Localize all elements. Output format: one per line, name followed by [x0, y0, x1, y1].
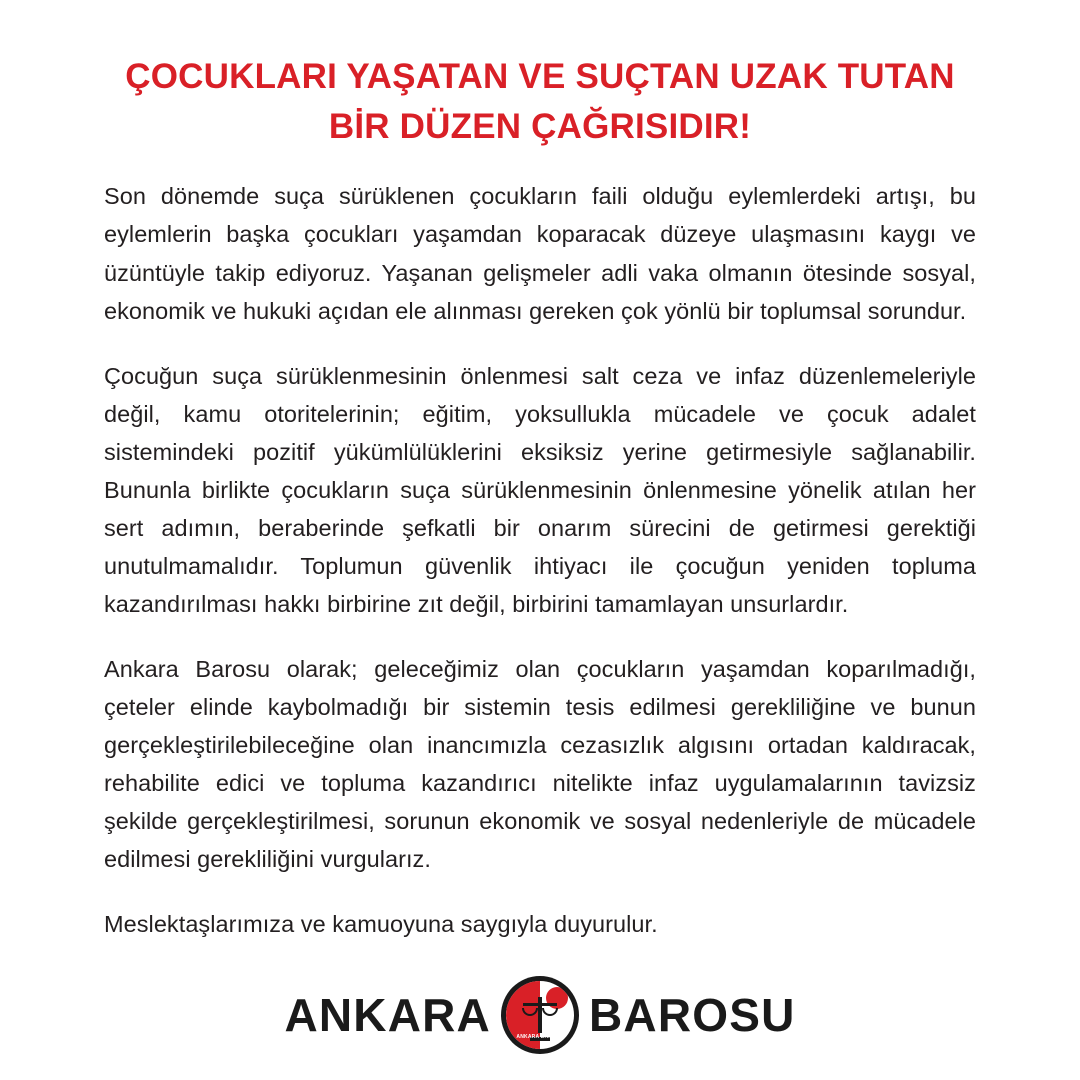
page-title-line-1: ÇOCUKLARI YAŞATAN VE SUÇTAN UZAK TUTAN: [125, 57, 955, 96]
logo-wordmark-left: ANKARA: [284, 989, 491, 1041]
paragraph-2: Çocuğun suça sürüklenmesinin önlenmesi salt ceza ve infaz düzenlemeleriyle değil, kamu otoritelerinin; eğitim, yoksullukla mücadele ve çocuk adalet sistemindeki pozitif yükümlülüklerini eksiksiz yerine getirmesiyle sağlanabilir. Bununla birlikte çocukların suça sürüklenmesinin önlenmesine yönelik atılan her sert adımın, beraberinde şefkatli bir onarım sürecini de getirmesi gerektiği unutulmamalıdır. Toplumun güvenlik ihtiyacı ile çocuğun yeniden topluma kazandırılması hakkı birbirine zıt değil, birbirini tamamlayan unsurlardır.: [104, 362, 976, 617]
paragraph-1: Son dönemde suça sürüklenen çocukların faili olduğu eylemlerdeki artışı, bu eylemlerin başka çocukları yaşamdan koparacak düzeye ulaşmasını kaygı ve üzüntüyle takip ediyoruz. Yaşanan gelişmeler adli vaka olmanın ötesinde sosyal, ekonomik ve hukuki açıdan ele alınması gereken çok yönlü bir toplumsal sorundur.: [104, 183, 976, 324]
emblem-caption: ANKARA BAROSU: [516, 1034, 564, 1040]
page-title-line-2: BİR DÜZEN ÇAĞRISIDIR!: [328, 106, 752, 146]
scales-pan-right: [542, 1008, 558, 1016]
logo-wordmark-right: BAROSU: [588, 989, 796, 1041]
page-title: [104, 52, 976, 151]
statement-body: [104, 177, 976, 943]
scales-of-justice-icon: [501, 976, 579, 1054]
emblem-inner: [506, 981, 574, 1049]
scales-pan-left: [522, 1008, 538, 1016]
scales-beam: [523, 1003, 557, 1006]
paragraph-3: Ankara Barosu olarak; geleceğimiz olan çocukların yaşamdan koparılmadığı, çeteler elinde kaybolmadığı bir sistemin tesis edilmesi gerekliliğine ve bunun gerçekleştirilebileceğine olan inancımızla cezasızlık algısını ortadan kaldıracak, rehabilite edici ve topluma kazandırıcı nitelikte infaz uygulamalarının tavizsiz şekilde gerçekleştirilmesi, sorunun ekonomik ve sosyal nedenleriyle de mücadele edilmesi gerekliliğini vurgularız.: [104, 656, 976, 873]
paragraph-4: Meslektaşlarımıza ve kamuoyuna saygıyla duyurulur.: [104, 911, 658, 938]
logo-lockup: [0, 976, 1080, 1054]
